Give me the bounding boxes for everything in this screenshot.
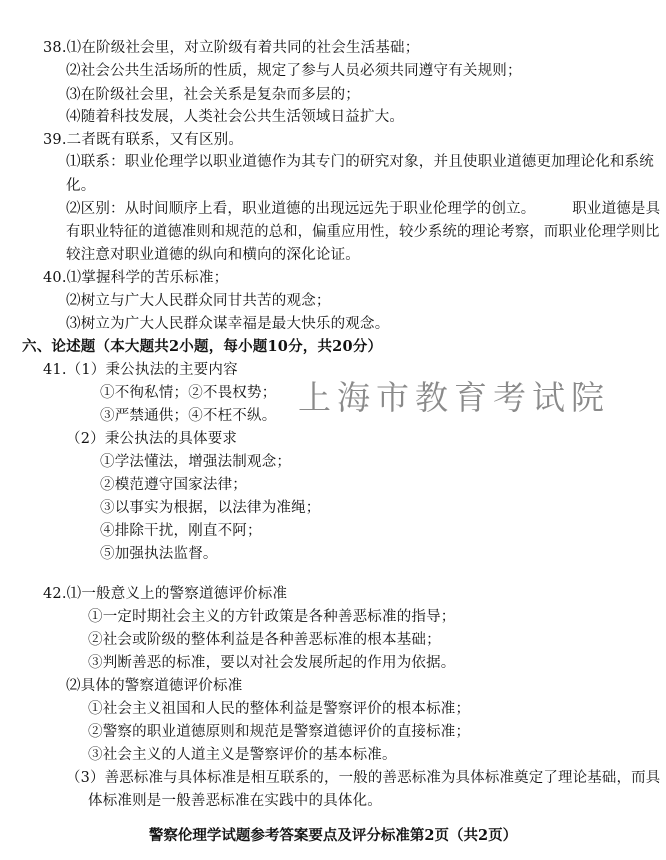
answer-40-item-3: ⑶树立为广大人民群众谋幸福是最大快乐的观念。 <box>66 316 390 332</box>
watermark-stamp: 上海市教育考试院 <box>298 378 610 417</box>
answer-39-item-1-cont: 化。 <box>66 178 96 194</box>
answer-38-item-3: ⑶在阶级社会里，社会关系是复杂而多层的； <box>66 87 360 103</box>
answer-41-part-2-item-1: ①学法懂法，增强法制观念； <box>100 454 292 470</box>
answer-41-part-1-items-a: ①不徇私情；②不畏权势； <box>100 385 277 401</box>
answer-39-heading: 39.二者既有联系，又有区别。 <box>43 132 244 148</box>
answer-41-part-2: （2）秉公执法的具体要求 <box>66 431 238 447</box>
answer-38-item-4: ⑷随着科技发展，人类社会公共生活领域日益扩大。 <box>66 109 405 125</box>
answer-42-part-1: 42.⑴一般意义上的警察道德评价标准 <box>43 586 288 602</box>
answer-41-part-1-items-b: ③严禁通供；④不枉不纵。 <box>100 408 277 424</box>
answer-41-part-1: 41.（1）秉公执法的主要内容 <box>43 362 238 378</box>
answer-40-item-1: 40.⑴掌握科学的苦乐标准； <box>43 270 229 286</box>
answer-39-item-1: ⑴联系：职业伦理学以职业道德作为其专门的研究对象，并且使职业道德更加理论化和系统 <box>66 154 654 170</box>
answer-42-part-2-item-2: ②警察的职业道德原则和规范是警察道德评价的直接标准； <box>88 724 471 740</box>
answer-39-item-2: ⑵区别：从时间顺序上看，职业道德的出现远远先于职业伦理学的创立。 职业道德是具 <box>66 201 661 217</box>
answer-41-part-2-item-3: ③以事实为根据，以法律为准绳； <box>100 500 321 516</box>
answer-38-item-2: ⑵社会公共生活场所的性质，规定了参与人员必须共同遵守有关规则； <box>66 63 522 79</box>
answer-42-part-2-item-1: ①社会主义祖国和人民的整体利益是警察评价的根本标准； <box>88 701 471 717</box>
answer-42-part-2: ⑵具体的警察道德评价标准 <box>66 678 243 694</box>
answer-42-part-1-item-3: ③判断善恶的标准，要以对社会发展所起的作用为依据。 <box>88 655 456 671</box>
answer-41-part-2-item-4: ④排除干扰，刚直不阿； <box>100 523 262 539</box>
answer-42-part-3-cont: 体标准则是一般善恶标准在实践中的具体化。 <box>88 793 382 809</box>
answer-41-part-2-item-2: ②模范遵守国家法律； <box>100 477 247 493</box>
answer-39-item-2-cont-2: 较注意对职业道德的纵向和横向的深化论证。 <box>66 247 360 263</box>
page-footer: 警察伦理学试题参考答案要点及评分标准第2页（共2页） <box>148 827 518 844</box>
answer-40-item-2: ⑵树立与广大人民群众同甘共苦的观念； <box>66 293 331 309</box>
answer-42-part-2-item-3: ③社会主义的人道主义是警察评价的基本标准。 <box>88 747 397 763</box>
answer-42-part-3: （3）善恶标准与具体标准是相互联系的，一般的善恶标准为具体标准奠定了理论基础，而具 <box>66 770 661 786</box>
section-heading-essay: 六、论述题（本大题共2小题，每小题10分，共20分） <box>22 338 383 355</box>
answer-42-part-1-item-1: ①一定时期社会主义的方针政策是各种善恶标准的指导； <box>88 609 456 625</box>
answer-39-item-2-cont-1: 有职业特征的道德准则和规范的总和，偏重应用性，较少系统的理论考察，而职业伦理学则比 <box>66 224 660 240</box>
answer-42-part-1-item-2: ②社会或阶级的整体利益是各种善恶标准的根本基础； <box>88 632 441 648</box>
answer-38-item-1: 38.⑴在阶级社会里，对立阶级有着共同的社会生活基础； <box>43 40 420 56</box>
answer-41-part-2-item-5: ⑤加强执法监督。 <box>100 546 218 562</box>
